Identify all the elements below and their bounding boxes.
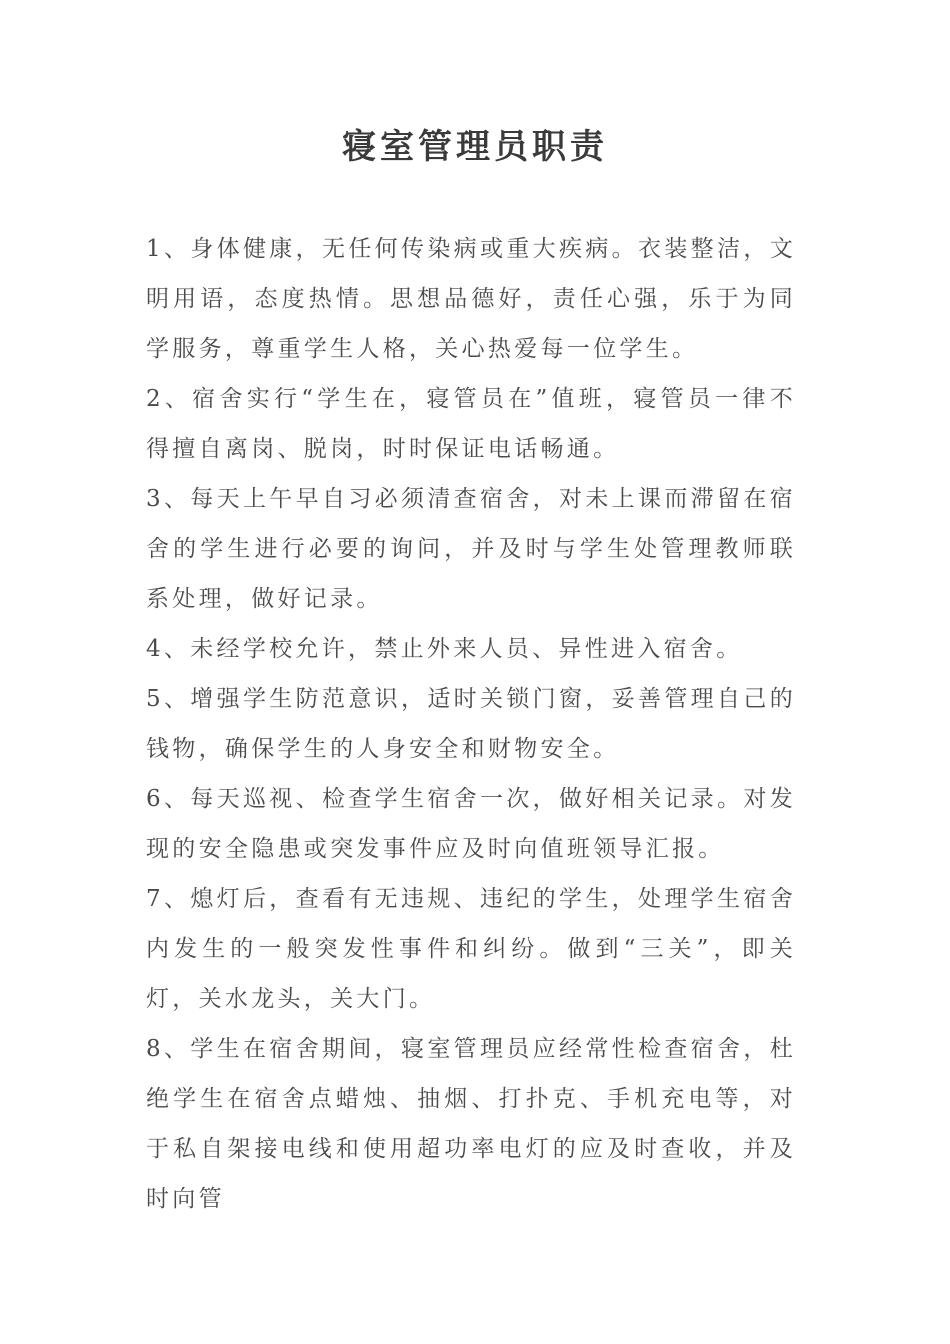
- paragraph-2: 2、宿舍实行“学生在，寝管员在”值班，寝管员一律不得擅自离岗、脱岗，时时保证电话畅通。: [146, 386, 796, 462]
- paragraph-1: 1、身体健康，无任何传染病或重大疾病。衣装整洁，文明用语，态度热情。思想品德好，责任心强，乐于为同学服务，尊重学生人格，关心热爱每一位学生。: [146, 236, 796, 362]
- paragraph-8: 8、学生在宿舍期间，寝室管理员应经常性检查宿舍，杜绝学生在宿舍点蜡烛、抽烟、打扑克、手机充电等，对于私自架接电线和使用超功率电灯的应及时查收，并及时向管: [146, 1036, 796, 1212]
- document-title: 寝室管理员职责: [342, 127, 608, 167]
- paragraph-4: 4、未经学校允许，禁止外来人员、异性进入宿舍。: [146, 636, 743, 662]
- paragraph-5: 5、增强学生防范意识，适时关锁门窗，妥善管理自己的钱物，确保学生的人身安全和财物安全。: [146, 686, 796, 762]
- document-body: [146, 224, 796, 1224]
- paragraph-7: 7、熄灯后，查看有无违规、违纪的学生，处理学生宿舍内发生的一般突发性事件和纠纷。做到“三关”，即关灯，关水龙头，关大门。: [146, 886, 796, 1012]
- paragraph-6: 6、每天巡视、检查学生宿舍一次，做好相关记录。对发现的安全隐患或突发事件应及时向值班领导汇报。: [146, 786, 796, 862]
- paragraph-3: 3、每天上午早自习必须清查宿舍，对未上课而滞留在宿舍的学生进行必要的询问，并及时与学生处管理教师联系处理，做好记录。: [146, 486, 796, 612]
